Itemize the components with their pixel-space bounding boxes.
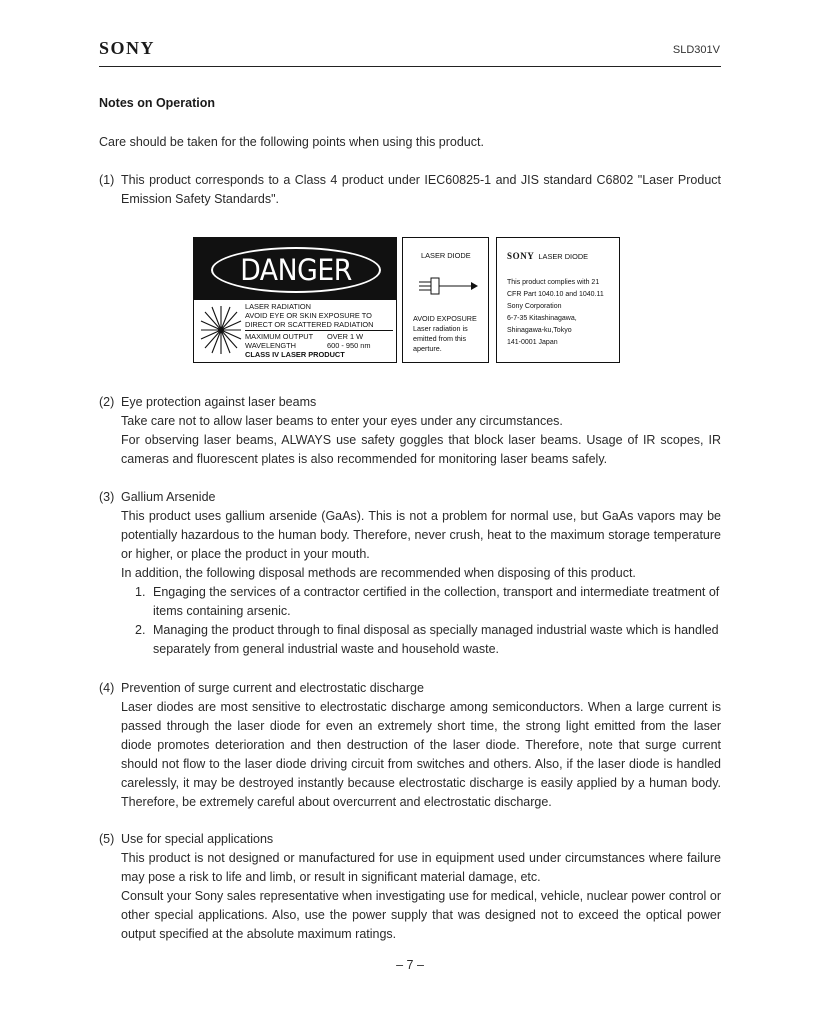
item-heading: Prevention of surge current and electrostatic discharge: [121, 681, 424, 695]
item-heading: Gallium Arsenide: [121, 490, 216, 504]
item-paragraph: Consult your Sony sales representative when investigating use for medical, vehicle, nuclear power control or other special applications. Also, use the power supply that was designed not to exceed the optical power output specified at the absolute maximum ratings.: [121, 889, 721, 941]
certification-label-text: [507, 277, 617, 349]
laser-starburst-icon: [200, 304, 242, 356]
certification-label-header: [507, 251, 588, 261]
item-paragraph: In addition, the following disposal methods are recommended when disposing of this product.: [121, 566, 636, 580]
spec-value: 600 - 950 nm: [327, 341, 371, 350]
cert-line: Shinagawa-ku,Tokyo: [507, 327, 572, 334]
danger-line: LASER RADIATION: [245, 302, 311, 311]
page-number: – 7 –: [396, 958, 424, 972]
spec-label: WAVELENGTH: [245, 341, 296, 350]
aperture-label-title: LASER DIODE: [421, 251, 471, 260]
list-number: 2.: [135, 623, 146, 637]
aperture-line: AVOID EXPOSURE: [413, 314, 477, 323]
item-number: (1): [99, 173, 115, 187]
certification-label: [496, 237, 620, 363]
danger-line: DIRECT OR SCATTERED RADIATION: [245, 320, 374, 329]
item-text: This product corresponds to a Class 4 product under IEC60825-1 and JIS standard C6802 "Laser Product Emission Safety Standards".: [121, 173, 721, 206]
item-number: (3): [99, 490, 115, 504]
item-heading: Use for special applications: [121, 832, 274, 846]
section-title: Notes on Operation: [99, 96, 215, 110]
spec-value: OVER 1 W: [327, 332, 364, 341]
note-item-3: [99, 488, 721, 659]
cert-line: CFR Part 1040.10 and 1040.11: [507, 291, 604, 298]
header-rule: [99, 66, 721, 67]
danger-spec-output: [245, 332, 393, 341]
aperture-label: [402, 237, 489, 363]
certification-label-title: LASER DIODE: [538, 252, 589, 261]
item-number: (2): [99, 395, 115, 409]
danger-class-line: CLASS IV LASER PRODUCT: [245, 350, 345, 359]
list-text: Managing the product through to final disposal as specially managed industrial waste which is handled separately from general industrial waste and household waste.: [153, 623, 719, 656]
aperture-line: emitted from this: [413, 334, 467, 343]
list-number: 1.: [135, 585, 146, 599]
intro-paragraph: Care should be taken for the following points when using this product.: [99, 135, 484, 149]
cert-line: 141-0001 Japan: [507, 339, 558, 346]
note-item-5: [99, 830, 721, 944]
spec-label: MAXIMUM OUTPUT: [245, 332, 314, 341]
item-paragraph: This product uses gallium arsenide (GaAs). This is not a problem for normal use, but GaAs vapors may be potentially hazardous to the human body. Therefore, never crush, heat to the maximum storage temperature or higher, or place the product in your mouth.: [121, 509, 721, 561]
item-paragraph: For observing laser beams, ALWAYS use safety goggles that block laser beams. Usage of IR scopes, IR cameras and fluorescent plates is also recommended for monitoring laser beams safely.: [121, 433, 721, 466]
list-text: Engaging the services of a contractor certified in the collection, transport and intermediate treatment of items containing arsenic.: [153, 585, 720, 618]
aperture-line: aperture.: [413, 344, 442, 353]
sony-logo: SONY: [99, 38, 156, 58]
danger-label: [193, 237, 397, 363]
danger-spec-wavelength: [245, 341, 393, 350]
model-number: SLD301V: [672, 44, 720, 56]
item-number: (5): [99, 832, 115, 846]
danger-line: AVOID EYE OR SKIN EXPOSURE TO: [245, 311, 372, 320]
note-item-4: [99, 679, 721, 812]
laser-aperture-icon: [417, 275, 479, 297]
cert-line: Sony Corporation: [507, 303, 562, 310]
disposal-list: [121, 583, 721, 659]
cert-line: 6-7-35 Kitashinagawa,: [507, 315, 577, 322]
danger-banner: [194, 238, 396, 300]
mini-sony-logo: SONY: [507, 251, 535, 261]
aperture-line: Laser radiation is: [413, 324, 468, 333]
item-heading: Eye protection against laser beams: [121, 395, 317, 409]
item-paragraph: This product is not designed or manufactured for use in equipment used under circumstances where failure may pose a risk to life and limb, or result in significant material damage, etc.: [121, 851, 721, 884]
item-paragraph: Take care not to allow laser beams to enter your eyes under any circumstances.: [121, 414, 563, 428]
danger-word: DANGER: [240, 253, 352, 287]
note-item-2: [99, 393, 721, 469]
item-paragraph: Laser diodes are most sensitive to electrostatic discharge among semiconductors. When a large current is passed through the laser diode for even an extremely short time, the strong light emitted from the laser diode promotes deterioration and then destruction of the laser diode. Therefore, note that surge current should not flow to the laser diode driving circuit from switches and others. Also, if the laser diode is handled carelessly, it may be destroyed instantly because electrostatic discharge is easily applied by a human body. Therefore, be extremely careful about overcurrent and electrostatic discharge.: [121, 700, 721, 809]
cert-line: This product complies with 21: [507, 279, 600, 286]
list-item: [121, 621, 721, 659]
note-item-1: [99, 171, 721, 209]
aperture-label-text: [413, 314, 485, 354]
list-item: [121, 583, 721, 621]
danger-warning-text: [245, 302, 393, 359]
warning-labels: [193, 237, 621, 363]
danger-divider: [245, 330, 393, 331]
item-number: (4): [99, 681, 115, 695]
